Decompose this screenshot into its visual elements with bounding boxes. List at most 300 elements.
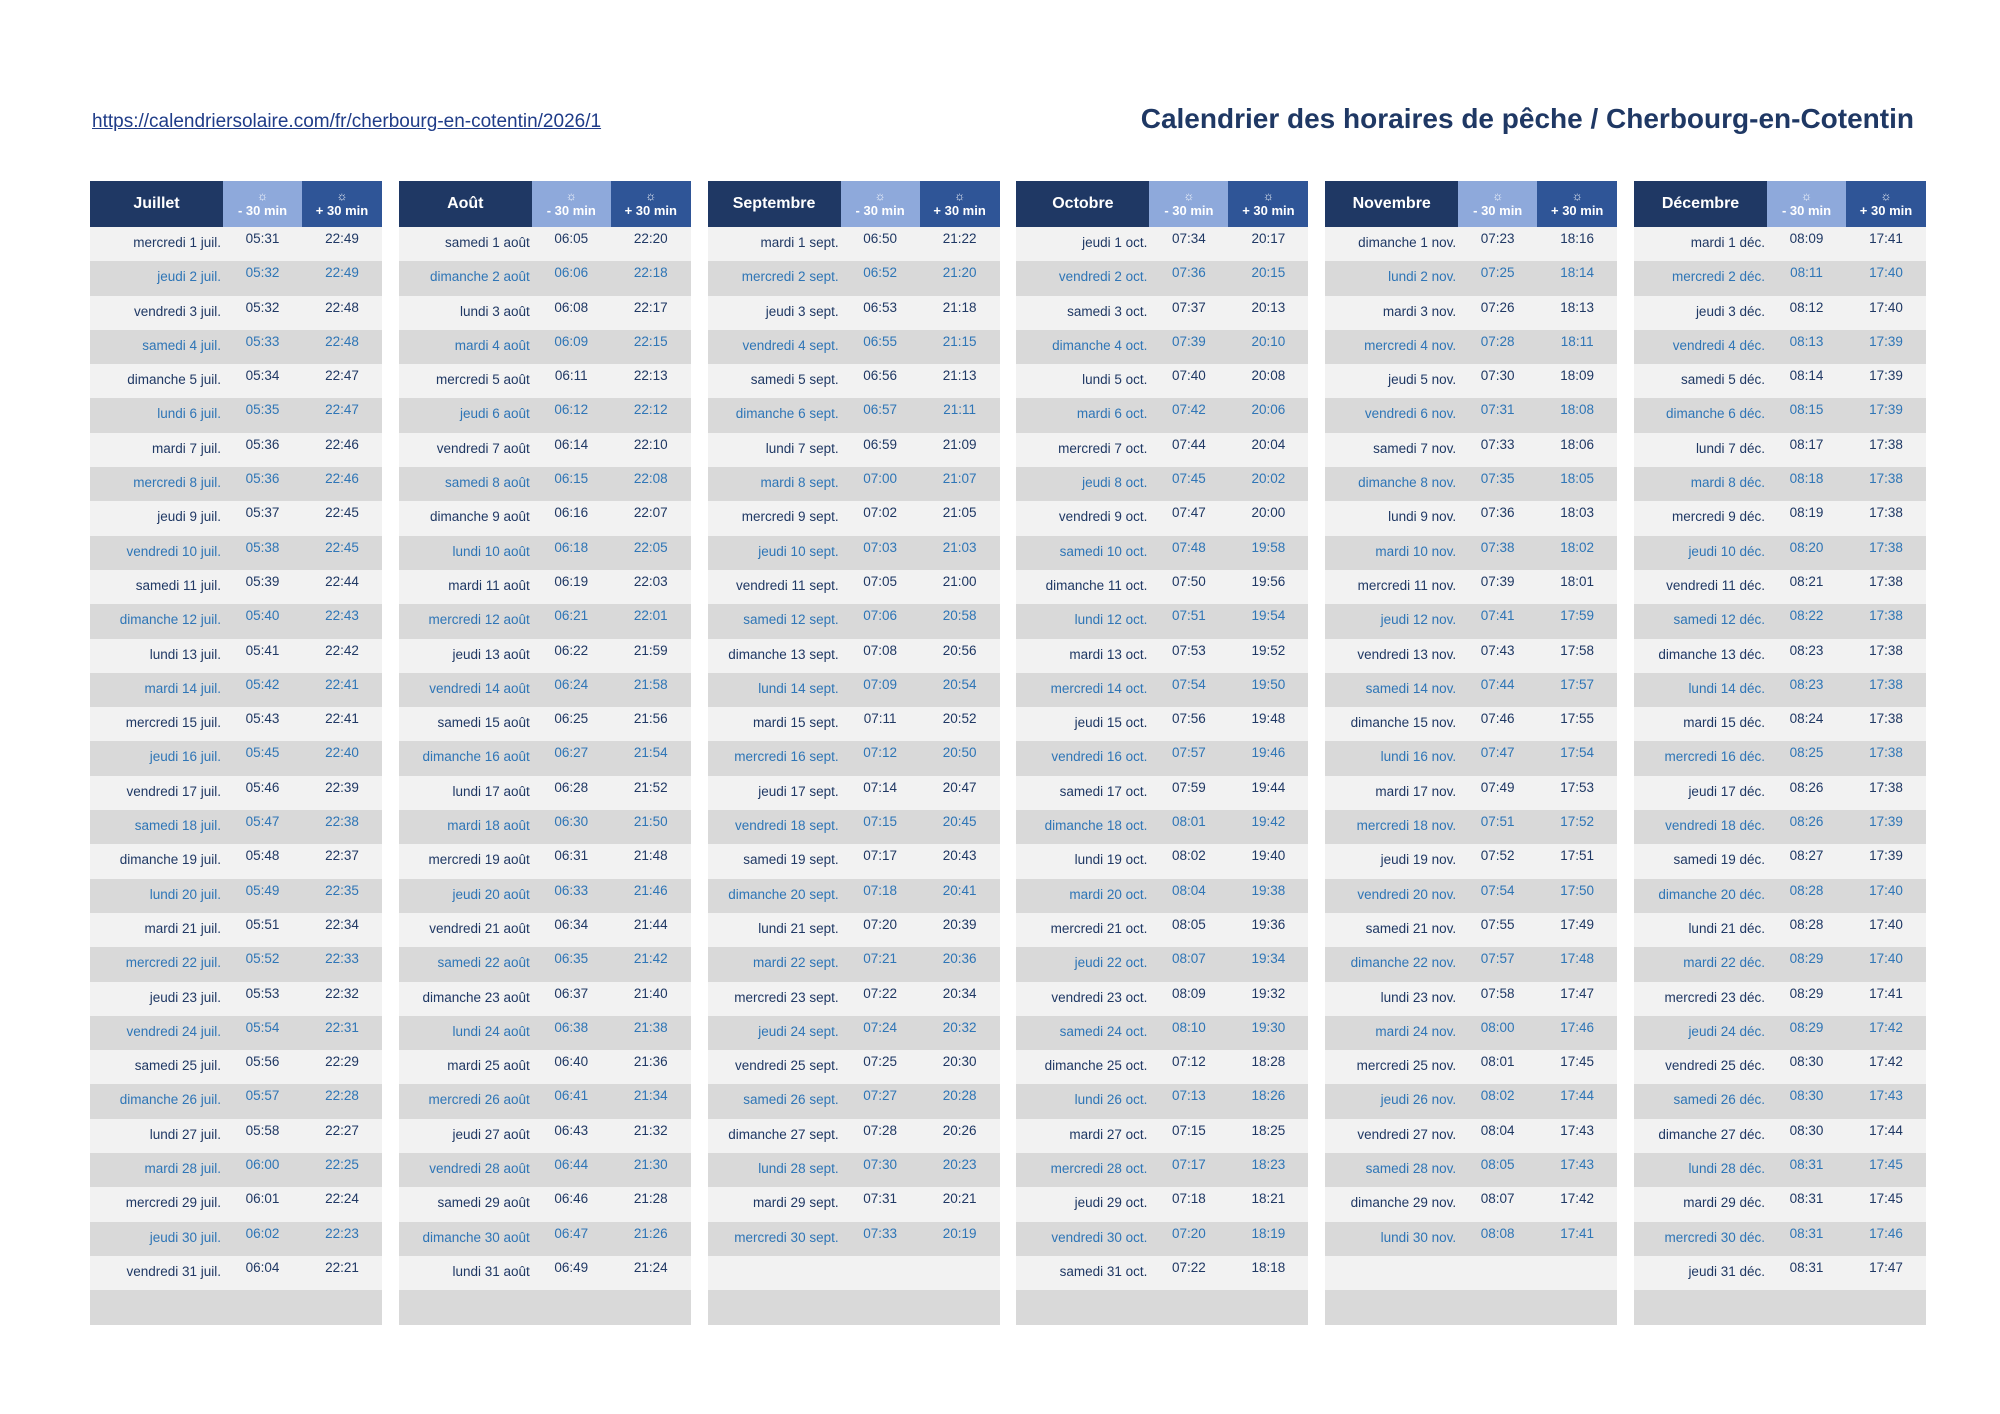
day-label: vendredi 24 juil. [126, 1023, 221, 1039]
plus-30-time: 17:49 [1560, 916, 1595, 932]
plus-30-time: 19:42 [1251, 814, 1286, 830]
plus-30-time: 19:50 [1251, 676, 1286, 692]
minus-30-time: 07:33 [1480, 436, 1515, 452]
day-label: vendredi 6 nov. [1364, 406, 1457, 422]
plus-30-time: 22:27 [325, 1122, 359, 1138]
plus-30-time [1537, 1290, 1617, 1324]
minus-30-time: 07:44 [1480, 676, 1515, 692]
day-row [1634, 570, 1926, 604]
minus-30-time: 06:01 [245, 1191, 280, 1207]
minus-30-time: 06:57 [863, 402, 897, 418]
day-row [90, 1187, 382, 1221]
day-row [90, 604, 382, 638]
day-label: lundi 10 août [452, 543, 530, 559]
plus-30-time: 22:42 [325, 642, 359, 658]
month-name: Octobre [1016, 181, 1149, 227]
plus-30-time: 17:45 [1560, 1054, 1595, 1070]
day-label: lundi 7 sept. [765, 440, 839, 456]
minus-30-time: 06:28 [554, 779, 589, 795]
day-row [1325, 639, 1617, 673]
day-label [90, 1290, 223, 1324]
day-row [399, 227, 691, 261]
day-label: dimanche 16 août [422, 749, 530, 765]
plus-30-time: 21:05 [942, 505, 977, 521]
day-label: vendredi 3 juil. [133, 303, 221, 319]
minus-30-time: 07:41 [1480, 608, 1515, 624]
minus-30-time: 05:31 [245, 231, 280, 246]
day-row [90, 707, 382, 741]
day-label: samedi 10 oct. [1059, 543, 1148, 559]
plus-30-time: 18:21 [1251, 1191, 1286, 1207]
plus-30-time: 22:03 [633, 573, 668, 589]
plus-30-time: 22:01 [633, 608, 668, 624]
plus-30-time: 21:34 [633, 1088, 668, 1104]
plus-30-time: 22:29 [325, 1054, 359, 1070]
plus-30-time: 18:03 [1560, 505, 1595, 521]
minus-30-time: 05:36 [245, 471, 280, 487]
day-label: mercredi 30 déc. [1664, 1229, 1765, 1245]
minus-30-time: 07:35 [1480, 471, 1515, 487]
plus-30-time: 19:36 [1251, 916, 1286, 932]
minus-30-time: 08:21 [1789, 573, 1824, 589]
plus-30-time: 17:40 [1869, 265, 1903, 281]
day-list [1325, 227, 1617, 1325]
day-label [399, 1290, 532, 1324]
minus-30-time: 07:30 [863, 1157, 897, 1173]
day-label: dimanche 27 sept. [728, 1126, 839, 1142]
day-label: samedi 14 nov. [1365, 680, 1457, 696]
day-row [90, 844, 382, 878]
page-title: Calendrier des horaires de pêche / Cherbourg-en-Cotentin [1140, 103, 1914, 134]
minus-30-time: 08:17 [1789, 436, 1824, 452]
minus-30-time: 05:53 [245, 985, 280, 1001]
plus-30-time: 21:42 [633, 951, 668, 967]
minus-30-time: 06:02 [245, 1225, 280, 1241]
minus-30-time: 05:38 [245, 539, 280, 555]
minus-30-time: 07:11 [863, 711, 897, 727]
day-row [708, 433, 1000, 467]
day-label: mardi 21 juil. [144, 920, 221, 936]
minus-30-label: - 30 min [546, 202, 596, 218]
day-row [1016, 639, 1308, 673]
minus-30-time: 07:20 [863, 916, 897, 932]
day-label: mardi 28 juil. [144, 1161, 221, 1177]
day-label: jeudi 19 nov. [1380, 852, 1457, 868]
day-row [1325, 1222, 1617, 1256]
day-label: jeudi 17 déc. [1688, 783, 1765, 799]
day-label: samedi 12 déc. [1673, 612, 1765, 628]
month-name: Août [399, 181, 532, 227]
plus-30-time: 21:00 [942, 573, 977, 589]
day-row [1325, 1084, 1617, 1118]
plus-30-time: 17:58 [1560, 642, 1595, 658]
minus-30-time: 06:38 [554, 1019, 589, 1035]
plus-30-time [302, 1290, 382, 1324]
day-row [90, 1016, 382, 1050]
day-row [1634, 810, 1926, 844]
plus-30-time: 22:37 [325, 848, 359, 864]
minus-30-label: - 30 min [1781, 202, 1832, 218]
day-label: lundi 19 oct. [1074, 852, 1148, 868]
minus-30-time: 08:15 [1789, 402, 1824, 418]
plus-30-time: 17:38 [1869, 573, 1903, 589]
day-row [90, 947, 382, 981]
plus-30-time: 17:43 [1560, 1157, 1595, 1173]
day-row [399, 536, 691, 570]
day-label: vendredi 18 sept. [735, 818, 839, 834]
plus-30-time: 22:49 [325, 231, 359, 246]
day-label: jeudi 26 nov. [1380, 1092, 1457, 1108]
day-label: lundi 20 juil. [149, 886, 221, 902]
day-label: mercredi 29 juil. [125, 1195, 221, 1211]
day-row [1016, 1084, 1308, 1118]
day-label: samedi 12 sept. [743, 612, 839, 628]
day-label: lundi 14 déc. [1688, 680, 1765, 696]
day-row [1634, 227, 1926, 261]
plus-30-time: 19:40 [1251, 848, 1286, 864]
day-label: lundi 7 déc. [1695, 440, 1765, 456]
minus-30-time: 07:08 [863, 642, 897, 658]
day-row [90, 467, 382, 501]
plus-30-time: 20:39 [942, 916, 977, 932]
sun-icon: ☼ [565, 188, 577, 203]
day-row [90, 810, 382, 844]
day-label: vendredi 30 oct. [1051, 1229, 1148, 1245]
day-row [1325, 467, 1617, 501]
plus-30-time: 21:52 [633, 779, 668, 795]
day-row [708, 1290, 1000, 1324]
plus-30-time: 17:44 [1869, 1122, 1903, 1138]
minus-30-header [841, 181, 920, 227]
day-label: lundi 24 août [452, 1023, 530, 1039]
day-row [1634, 673, 1926, 707]
day-label: samedi 26 déc. [1673, 1092, 1765, 1108]
day-label: lundi 6 juil. [157, 406, 221, 422]
day-label: mercredi 30 sept. [734, 1229, 839, 1245]
plus-30-time: 21:15 [942, 333, 977, 349]
day-row [1325, 570, 1617, 604]
day-row [708, 1187, 1000, 1221]
plus-30-label: + 30 min [1242, 202, 1295, 218]
plus-30-time: 21:40 [633, 985, 668, 1001]
day-row [1325, 879, 1617, 913]
day-label: jeudi 24 déc. [1688, 1023, 1765, 1039]
minus-30-time: 07:39 [1480, 573, 1515, 589]
plus-30-time: 21:11 [943, 402, 976, 418]
day-label [1325, 1256, 1458, 1290]
minus-30-time: 07:36 [1480, 505, 1515, 521]
minus-30-time: 08:07 [1171, 951, 1206, 967]
day-row [1016, 1222, 1308, 1256]
source-url-link[interactable]: https://calendriersolaire.com/fr/cherbourg-en-cotentin/2026/1 [92, 111, 602, 132]
day-row [1016, 776, 1308, 810]
month-header [708, 181, 1000, 227]
day-row [708, 947, 1000, 981]
minus-30-time: 06:37 [554, 985, 589, 1001]
minus-30-time: 06:49 [554, 1259, 589, 1275]
plus-30-time [1228, 1290, 1308, 1324]
plus-30-header [611, 181, 691, 227]
plus-30-time: 22:32 [325, 985, 359, 1001]
day-row [1634, 1016, 1926, 1050]
day-label: lundi 30 nov. [1380, 1229, 1457, 1245]
month-table [1016, 181, 1308, 1325]
day-row [708, 1050, 1000, 1084]
minus-30-time: 06:18 [554, 539, 589, 555]
day-label: mardi 22 sept. [753, 955, 839, 971]
minus-30-time: 07:17 [1171, 1157, 1206, 1173]
minus-30-time: 06:08 [554, 299, 589, 315]
month-header [1634, 181, 1926, 227]
day-label: jeudi 27 août [452, 1126, 530, 1142]
day-row [1634, 501, 1926, 535]
day-row [1016, 1290, 1308, 1324]
plus-30-time: 17:47 [1869, 1259, 1903, 1275]
minus-30-time: 07:53 [1171, 642, 1206, 658]
day-label: samedi 7 nov. [1373, 440, 1457, 456]
day-row [1634, 1153, 1926, 1187]
plus-30-time: 22:41 [325, 676, 359, 692]
day-label: samedi 1 août [444, 235, 530, 250]
plus-30-time [920, 1256, 1000, 1290]
day-row [708, 776, 1000, 810]
minus-30-time: 06:52 [863, 265, 897, 281]
day-row [90, 501, 382, 535]
minus-30-time: 05:32 [245, 299, 280, 315]
plus-30-time: 21:58 [633, 676, 668, 692]
sun-icon: ☼ [954, 188, 966, 203]
day-row [399, 1119, 691, 1153]
plus-30-time: 17:42 [1869, 1019, 1903, 1035]
plus-30-time: 22:46 [325, 471, 359, 487]
day-row [1016, 364, 1308, 398]
plus-30-time: 17:38 [1869, 505, 1903, 521]
minus-30-time: 05:54 [245, 1019, 280, 1035]
day-row [708, 604, 1000, 638]
plus-30-time: 21:44 [633, 916, 668, 932]
plus-30-time: 20:04 [1251, 436, 1286, 452]
minus-30-header [1458, 181, 1537, 227]
plus-30-time: 22:10 [633, 436, 668, 452]
plus-30-time: 18:08 [1560, 402, 1595, 418]
day-label: dimanche 11 oct. [1045, 577, 1148, 593]
minus-30-time: 08:00 [1480, 1019, 1515, 1035]
plus-30-time: 18:06 [1560, 436, 1595, 452]
day-label: dimanche 27 déc. [1658, 1126, 1765, 1142]
day-row [399, 879, 691, 913]
day-row [90, 1153, 382, 1187]
minus-30-time: 08:05 [1480, 1157, 1515, 1173]
day-row [708, 879, 1000, 913]
day-list [708, 227, 1000, 1325]
minus-30-time: 07:33 [863, 1225, 897, 1241]
day-label: dimanche 22 nov. [1350, 955, 1457, 971]
minus-30-time: 08:27 [1789, 848, 1824, 864]
minus-30-time: 08:31 [1789, 1191, 1824, 1207]
minus-30-time [1458, 1290, 1537, 1324]
day-row [399, 1290, 691, 1324]
plus-30-time: 17:41 [1869, 231, 1903, 246]
plus-30-time: 21:03 [942, 539, 977, 555]
plus-30-time: 21:54 [633, 745, 668, 761]
day-label: dimanche 5 juil. [127, 372, 221, 388]
minus-30-time: 07:40 [1171, 368, 1206, 384]
day-row [1634, 1187, 1926, 1221]
minus-30-time [1458, 1256, 1537, 1290]
day-row [399, 433, 691, 467]
minus-30-time: 07:22 [1171, 1259, 1206, 1275]
day-label: vendredi 28 août [429, 1161, 530, 1177]
minus-30-time: 08:07 [1480, 1191, 1515, 1207]
plus-30-time: 22:38 [325, 814, 359, 830]
day-row [90, 570, 382, 604]
day-label: mardi 29 sept. [753, 1195, 839, 1211]
plus-30-time [920, 1290, 1000, 1324]
day-row [90, 776, 382, 810]
day-label: mercredi 26 août [428, 1092, 530, 1108]
minus-30-time: 06:47 [554, 1225, 589, 1241]
minus-30-time: 06:05 [554, 231, 589, 246]
minus-30-time: 08:26 [1789, 814, 1824, 830]
plus-30-time: 20:50 [942, 745, 977, 761]
minus-30-time: 08:11 [1790, 265, 1823, 281]
day-label: dimanche 6 déc. [1665, 406, 1765, 422]
day-label [1634, 1290, 1767, 1324]
minus-30-time: 05:51 [245, 916, 280, 932]
minus-30-time: 08:23 [1789, 642, 1824, 658]
plus-30-time: 17:46 [1869, 1225, 1903, 1241]
day-label: mercredi 25 nov. [1356, 1058, 1457, 1074]
minus-30-time: 07:51 [1480, 814, 1515, 830]
day-label: mardi 10 nov. [1375, 543, 1457, 559]
day-label: mercredi 2 sept. [741, 269, 839, 285]
day-row [399, 707, 691, 741]
minus-30-time: 07:18 [1171, 1191, 1206, 1207]
day-row [1634, 1222, 1926, 1256]
day-label: mardi 3 nov. [1382, 303, 1457, 319]
plus-30-time: 17:38 [1869, 779, 1903, 795]
day-row [708, 844, 1000, 878]
minus-30-time: 07:23 [1480, 231, 1515, 246]
plus-30-time: 17:51 [1560, 848, 1595, 864]
plus-30-time: 18:11 [1560, 333, 1594, 349]
plus-30-time: 17:40 [1869, 299, 1903, 315]
day-row [1016, 467, 1308, 501]
plus-30-time: 18:05 [1560, 471, 1595, 487]
day-label: mardi 8 déc. [1690, 475, 1765, 491]
plus-30-time: 22:31 [325, 1019, 359, 1035]
day-label: samedi 19 déc. [1673, 852, 1765, 868]
minus-30-time: 08:26 [1789, 779, 1824, 795]
plus-30-time: 17:38 [1869, 471, 1903, 487]
day-label: lundi 23 nov. [1380, 989, 1457, 1005]
day-row [1016, 844, 1308, 878]
sun-icon: ☼ [874, 188, 886, 203]
day-label: jeudi 1 oct. [1082, 235, 1148, 250]
minus-30-time: 07:45 [1171, 471, 1206, 487]
plus-30-time: 20:08 [1251, 368, 1286, 384]
sun-icon: ☼ [1880, 188, 1892, 203]
plus-30-time: 20:52 [942, 711, 977, 727]
day-label: mardi 14 juil. [144, 680, 221, 696]
minus-30-time: 06:19 [554, 573, 589, 589]
plus-30-time: 22:49 [325, 265, 359, 281]
day-label: dimanche 13 sept. [728, 646, 839, 662]
minus-30-time: 07:46 [1480, 711, 1515, 727]
day-row [1634, 639, 1926, 673]
day-row [1325, 501, 1617, 535]
plus-30-time: 22:47 [325, 402, 359, 418]
plus-30-time: 21:38 [633, 1019, 668, 1035]
minus-30-time: 08:05 [1171, 916, 1206, 932]
minus-30-time: 08:28 [1789, 882, 1824, 898]
day-row [90, 398, 382, 432]
month-table [708, 181, 1000, 1325]
minus-30-time: 07:24 [863, 1019, 897, 1035]
day-label: mardi 27 oct. [1069, 1126, 1148, 1142]
day-label: dimanche 12 juil. [119, 612, 221, 628]
minus-30-time: 06:40 [554, 1054, 589, 1070]
day-row [399, 844, 691, 878]
day-label: dimanche 8 nov. [1358, 475, 1457, 491]
day-row [1016, 398, 1308, 432]
plus-30-time: 19:48 [1251, 711, 1286, 727]
day-row [1325, 364, 1617, 398]
plus-30-time: 20:30 [942, 1054, 977, 1070]
plus-30-time: 17:42 [1560, 1191, 1595, 1207]
day-row [399, 570, 691, 604]
day-label: vendredi 2 oct. [1058, 269, 1148, 285]
day-label: vendredi 21 août [429, 920, 530, 936]
minus-30-time: 06:34 [554, 916, 589, 932]
day-row [1634, 364, 1926, 398]
day-label: samedi 24 oct. [1059, 1023, 1148, 1039]
day-row [1325, 844, 1617, 878]
day-row [1325, 1153, 1617, 1187]
day-label: mercredi 18 nov. [1356, 818, 1457, 834]
day-row [708, 1222, 1000, 1256]
day-row [708, 741, 1000, 775]
day-row [1325, 913, 1617, 947]
day-row [1016, 536, 1308, 570]
day-row [90, 330, 382, 364]
day-row [708, 639, 1000, 673]
day-row [90, 639, 382, 673]
day-row [1325, 810, 1617, 844]
day-label: dimanche 26 juil. [119, 1092, 221, 1108]
plus-30-time: 22:34 [325, 916, 359, 932]
plus-30-time: 22:23 [325, 1225, 359, 1241]
day-row [1325, 741, 1617, 775]
plus-30-time: 21:13 [942, 368, 977, 384]
plus-30-time: 22:13 [633, 368, 668, 384]
day-label: samedi 17 oct. [1059, 783, 1148, 799]
plus-30-label: + 30 min [624, 202, 677, 218]
minus-30-time: 08:30 [1789, 1088, 1824, 1104]
plus-30-time: 20:54 [942, 676, 977, 692]
minus-30-time: 08:08 [1480, 1225, 1515, 1241]
day-row [399, 810, 691, 844]
plus-30-time: 22:07 [633, 505, 668, 521]
day-row [1016, 1119, 1308, 1153]
minus-30-time: 06:22 [554, 642, 589, 658]
plus-30-time: 22:12 [633, 402, 668, 418]
minus-30-time: 06:50 [863, 231, 897, 246]
minus-30-time: 06:21 [554, 608, 589, 624]
day-row [1634, 1084, 1926, 1118]
day-row [399, 1222, 691, 1256]
plus-30-time: 19:30 [1251, 1019, 1286, 1035]
